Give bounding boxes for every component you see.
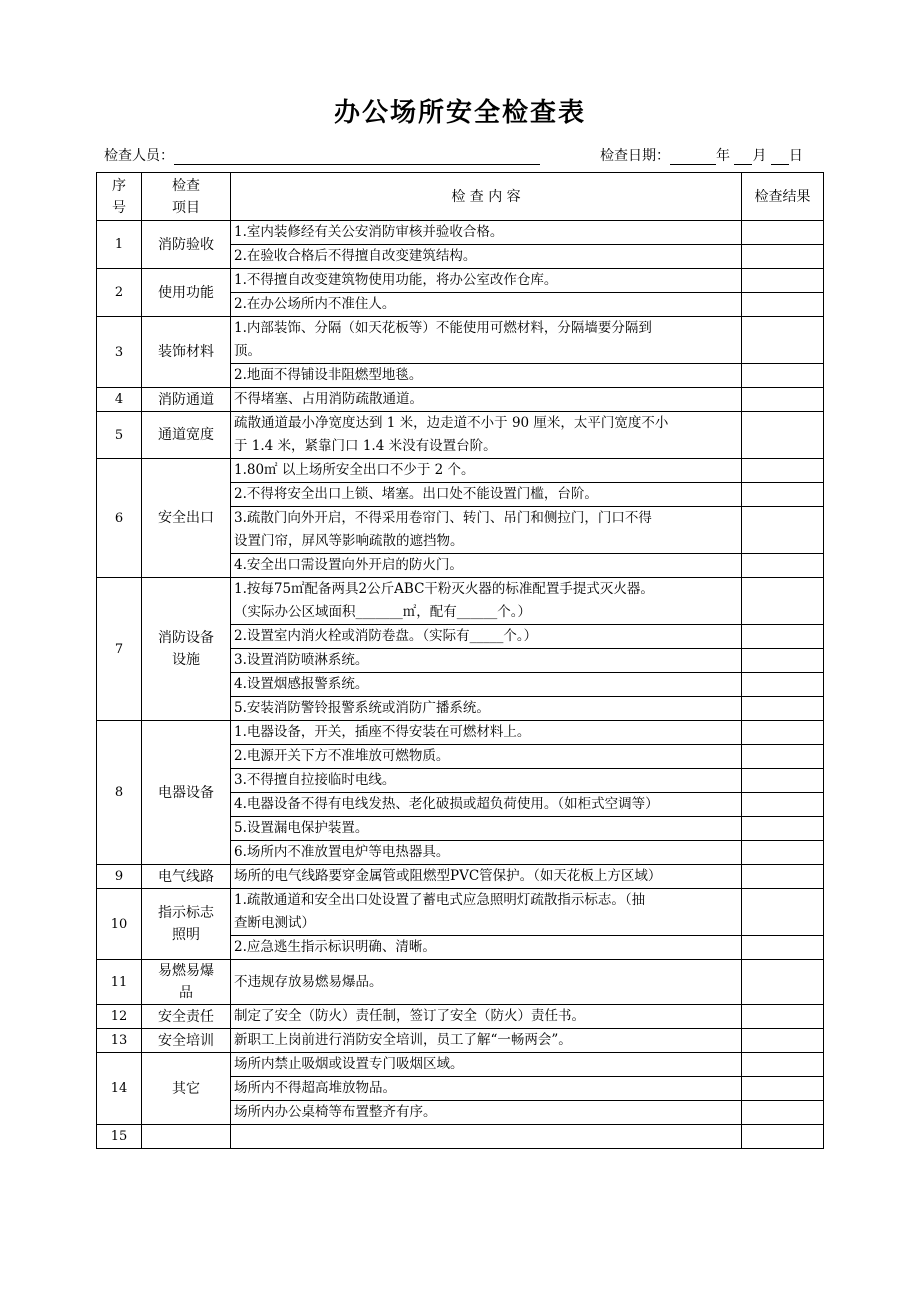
- check-content: [231, 793, 742, 817]
- check-content: [231, 221, 742, 245]
- result-cell[interactable]: [742, 721, 824, 745]
- check-content: [231, 459, 742, 483]
- content-line: 设置门帘，屏风等影响疏散的遮挡物。: [234, 533, 464, 549]
- check-item: 使用功能: [142, 269, 231, 317]
- table-row: [97, 865, 824, 889]
- content-line: 场所内不得超高堆放物品。: [234, 1080, 396, 1096]
- row-number: 3: [97, 317, 142, 388]
- check-content: [231, 364, 742, 388]
- content-line: 2.地面不得铺设非阻燃型地毯。: [234, 367, 423, 383]
- inspector-label: 检查人员：: [104, 148, 174, 164]
- content-line: 2.电源开关下方不准堆放可燃物质。: [234, 748, 450, 764]
- day-blank[interactable]: [771, 150, 789, 165]
- check-content: [231, 625, 742, 649]
- content-line: 2.不得将安全出口上锁、堵塞。出口处不能设置门槛，台阶。: [234, 486, 598, 502]
- table-row: [97, 889, 824, 936]
- result-cell[interactable]: [742, 817, 824, 841]
- check-item: 安全责任: [142, 1005, 231, 1029]
- row-number: 5: [97, 412, 142, 459]
- result-cell[interactable]: [742, 673, 824, 697]
- check-item: 装饰材料: [142, 317, 231, 388]
- row-number: 6: [97, 459, 142, 578]
- check-content: [231, 507, 742, 554]
- table-body: [97, 221, 824, 1149]
- table-row: [97, 721, 824, 745]
- result-cell[interactable]: [742, 554, 824, 578]
- page-title: 办公场所安全检查表: [333, 98, 586, 128]
- check-content: [231, 817, 742, 841]
- check-content: [231, 673, 742, 697]
- table-row: [97, 1125, 824, 1149]
- table-row: [97, 412, 824, 459]
- check-content: [231, 245, 742, 269]
- result-cell[interactable]: [742, 245, 824, 269]
- check-content: [231, 1029, 742, 1053]
- check-content: [231, 721, 742, 745]
- check-content: [231, 960, 742, 1005]
- date-label: 检查日期：: [600, 148, 670, 164]
- year-blank[interactable]: [670, 150, 716, 165]
- result-cell[interactable]: [742, 1101, 824, 1125]
- content-line: 4.电器设备不得有电线发热、老化破损或超负荷使用。（如柜式空调等）: [234, 796, 659, 812]
- result-cell[interactable]: [742, 1029, 824, 1053]
- result-cell[interactable]: [742, 412, 824, 459]
- table-row: [97, 317, 824, 364]
- result-cell[interactable]: [742, 1005, 824, 1029]
- result-cell[interactable]: [742, 936, 824, 960]
- content-line: 顶。: [234, 343, 261, 359]
- check-item: 消防验收: [142, 221, 231, 269]
- inspector-blank[interactable]: [174, 150, 540, 165]
- table-row: [97, 221, 824, 245]
- check-content: [231, 865, 742, 889]
- result-cell[interactable]: [742, 889, 824, 936]
- row-number: 1: [97, 221, 142, 269]
- check-content: [231, 1101, 742, 1125]
- header-row: [97, 173, 824, 221]
- result-cell[interactable]: [742, 483, 824, 507]
- result-cell[interactable]: [742, 1053, 824, 1077]
- result-cell[interactable]: [742, 697, 824, 721]
- row-number: 7: [97, 578, 142, 721]
- row-number: 14: [97, 1053, 142, 1125]
- month-blank[interactable]: [734, 150, 752, 165]
- check-content: [231, 745, 742, 769]
- content-line: 4.设置烟感报警系统。: [234, 676, 369, 692]
- result-cell[interactable]: [742, 960, 824, 1005]
- table-row: [97, 1053, 824, 1077]
- row-number: 8: [97, 721, 142, 865]
- result-cell[interactable]: [742, 625, 824, 649]
- content-line: 1.室内装修经有关公安消防审核并验收合格。: [234, 224, 504, 240]
- result-cell[interactable]: [742, 745, 824, 769]
- row-number: 4: [97, 388, 142, 412]
- table-row: [97, 459, 824, 483]
- result-cell[interactable]: [742, 317, 824, 364]
- header-no: [97, 173, 142, 221]
- content-line: 3.不得擅自拉接临时电线。: [234, 772, 396, 788]
- content-line: 2.设置室内消火栓或消防卷盘。（实际有_____个。）: [234, 628, 538, 644]
- table-row: [97, 269, 824, 293]
- header-result: 检查结果: [742, 173, 824, 221]
- content-line: 查断电测试）: [234, 915, 315, 931]
- check-content: [231, 317, 742, 364]
- day-suffix: 日: [788, 148, 803, 164]
- check-content: [231, 936, 742, 960]
- content-line: 不得堵塞、占用消防疏散通道。: [234, 391, 423, 407]
- row-number: 12: [97, 1005, 142, 1029]
- result-cell[interactable]: [742, 793, 824, 817]
- result-cell[interactable]: [742, 293, 824, 317]
- check-item: 安全出口: [142, 459, 231, 578]
- content-line: 2.在办公场所内不准住人。: [234, 296, 396, 312]
- content-line: 制定了安全（防火）责任制，签订了安全（防火）责任书。: [234, 1008, 585, 1024]
- check-content: [231, 269, 742, 293]
- check-item: 易燃易爆品: [142, 960, 231, 1005]
- check-content: [231, 1125, 742, 1149]
- content-line: 于 1.4 米，紧靠门口 1.4 米没有设置台阶。: [234, 438, 497, 454]
- result-cell[interactable]: [742, 269, 824, 293]
- content-line: 5.安装消防警铃报警系统或消防广播系统。: [234, 700, 490, 716]
- check-item: 电器设备: [142, 721, 231, 865]
- check-item: 通道宽度: [142, 412, 231, 459]
- check-content: [231, 1005, 742, 1029]
- table-row: [97, 578, 824, 625]
- check-content: [231, 649, 742, 673]
- check-item: 安全培训: [142, 1029, 231, 1053]
- content-line: 4.安全出口需设置向外开启的防火门。: [234, 557, 463, 573]
- check-item: 消防通道: [142, 388, 231, 412]
- check-item: [142, 1125, 231, 1149]
- content-line: 1.电器设备，开关，插座不得安装在可燃材料上。: [234, 724, 531, 740]
- result-cell[interactable]: [742, 221, 824, 245]
- year-suffix: 年: [716, 148, 730, 164]
- content-line: 2.在验收合格后不得擅自改变建筑结构。: [234, 248, 477, 264]
- result-cell[interactable]: [742, 1125, 824, 1149]
- content-line: 6.场所内不准放置电炉等电热器具。: [234, 844, 450, 860]
- row-number: 9: [97, 865, 142, 889]
- row-number: 2: [97, 269, 142, 317]
- row-number: 10: [97, 889, 142, 960]
- header-no-line: 号: [112, 199, 126, 216]
- header-item-line: 检查: [172, 177, 200, 194]
- content-line: 疏散通道最小净宽度达到 1 米，边走道不小于 90 厘米，太平门宽度不小: [234, 415, 669, 431]
- content-line: 3.设置消防喷淋系统。: [234, 652, 369, 668]
- content-line: 不违规存放易燃易爆品。: [234, 973, 383, 990]
- content-line: 场所内禁止吸烟或设置专门吸烟区域。: [234, 1056, 464, 1072]
- row-number: 11: [97, 960, 142, 1005]
- table-row: [97, 388, 824, 412]
- check-content: [231, 578, 742, 625]
- content-line: 1.疏散通道和安全出口处设置了蓄电式应急照明灯疏散指示标志。（抽: [234, 892, 646, 908]
- result-cell[interactable]: [742, 1077, 824, 1101]
- result-cell[interactable]: [742, 769, 824, 793]
- result-cell[interactable]: [742, 865, 824, 889]
- header-item-line: 项目: [172, 199, 200, 216]
- table-row: [97, 1005, 824, 1029]
- check-content: [231, 388, 742, 412]
- content-line: 5.设置漏电保护装置。: [234, 820, 369, 836]
- month-suffix: 月: [752, 148, 767, 164]
- check-content: [231, 293, 742, 317]
- check-content: [231, 412, 742, 459]
- content-line: 1.80㎡ 以上场所安全出口不少于 2 个。: [234, 462, 475, 478]
- header-item: [142, 173, 231, 221]
- check-content: [231, 841, 742, 865]
- result-cell[interactable]: [742, 459, 824, 483]
- result-cell[interactable]: [742, 841, 824, 865]
- result-cell[interactable]: [742, 507, 824, 554]
- content-line: 新职工上岗前进行消防安全培训，员工了解“一畅两会”。: [234, 1032, 572, 1048]
- content-line: 1.不得擅自改变建筑物使用功能，将办公室改作仓库。: [234, 272, 558, 288]
- row-number: 15: [97, 1125, 142, 1149]
- result-cell[interactable]: [742, 578, 824, 625]
- content-line: 3.疏散门向外开启，不得采用卷帘门、转门、吊门和侧拉门，门口不得: [234, 510, 652, 526]
- header-no-line: 序: [112, 177, 126, 194]
- result-cell[interactable]: [742, 649, 824, 673]
- check-content: [231, 1053, 742, 1077]
- inspector-line: [104, 145, 540, 165]
- row-number: 13: [97, 1029, 142, 1053]
- content-line: （实际办公区域面积_______㎡，配有______个。）: [234, 604, 531, 620]
- date-line: [600, 145, 803, 165]
- content-line: 1.按每75㎡配备两具2公斤ABC干粉灭火器的标准配置手提式灭火器。: [234, 581, 654, 597]
- content-line: 场所内办公桌椅等布置整齐有序。: [234, 1104, 437, 1120]
- content-line: 场所的电气线路要穿金属管或阻燃型PVC管保护。（如天花板上方区域）: [234, 868, 662, 884]
- check-content: [231, 769, 742, 793]
- table-row: [97, 1029, 824, 1053]
- content-line: 1.内部装饰、分隔（如天花板等）不能使用可燃材料，分隔墙要分隔到: [234, 320, 652, 336]
- check-content: [231, 1077, 742, 1101]
- result-cell[interactable]: [742, 364, 824, 388]
- header-content: 检 查 内 容: [231, 173, 742, 221]
- content-line: 2.应急逃生指示标识明确、清晰。: [234, 939, 436, 955]
- checklist-table: [96, 172, 824, 1149]
- table-row: [97, 960, 824, 1005]
- check-item: 电气线路: [142, 865, 231, 889]
- check-content: [231, 483, 742, 507]
- check-content: [231, 697, 742, 721]
- check-item: 消防设备设施: [142, 578, 231, 721]
- check-item: 其它: [142, 1053, 231, 1125]
- check-content: [231, 889, 742, 936]
- result-cell[interactable]: [742, 388, 824, 412]
- check-item: 指示标志照明: [142, 889, 231, 960]
- check-content: [231, 554, 742, 578]
